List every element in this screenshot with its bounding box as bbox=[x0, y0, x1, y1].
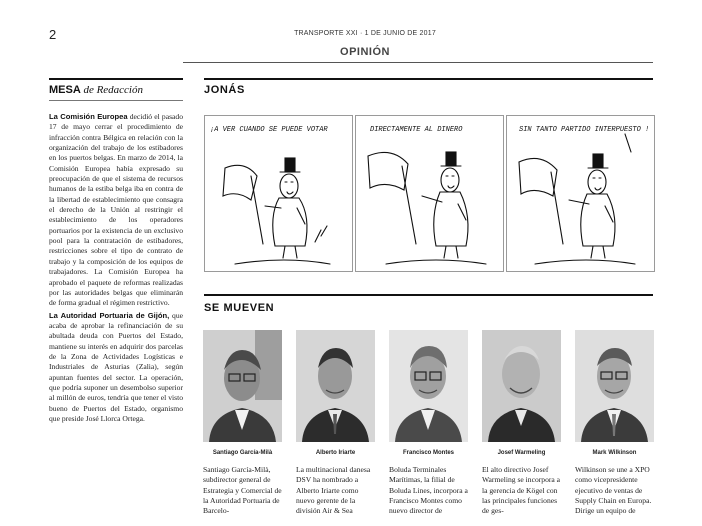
section-title: OPINIÓN bbox=[340, 46, 390, 58]
column-title-bold: MESA bbox=[49, 84, 81, 96]
portrait-photo bbox=[575, 330, 654, 442]
person-name: Santiago García-Milà bbox=[212, 450, 273, 456]
comic-caption-3: SIN TANTO PARTIDO INTERPUESTO ! bbox=[519, 126, 650, 134]
jonas-label: JONÁS bbox=[204, 84, 245, 96]
semueven-top-rule bbox=[204, 294, 653, 296]
portrait-image bbox=[296, 330, 375, 442]
column-title bbox=[49, 84, 143, 96]
comic-panel-1 bbox=[204, 115, 353, 272]
portrait-photo bbox=[203, 330, 282, 442]
portrait-image bbox=[482, 330, 561, 442]
comic-caption-2: DIRECTAMENTE AL DINERO bbox=[370, 126, 463, 134]
portrait-photo bbox=[296, 330, 375, 442]
comic-panel-3 bbox=[506, 115, 655, 272]
comic-figure-1 bbox=[205, 116, 352, 271]
person-name: Josef Warmeling bbox=[497, 450, 546, 456]
jonas-top-rule bbox=[204, 78, 653, 80]
paragraph-text: que acaba de aprobar la refinanciación de su abultada deuda con Puertos del Estado, mantiene su interés en adquirir dos parcelas de la Zona de Actividades Logísticas e Industriales de Asturias (Zalia), según apuntan fuentes del sector. La operación, que podría suponer un desembolso superior al millón de euros, tendría que tener el visto bueno de Puertos del Estado, organismo que preside José Llorca Ortega. bbox=[49, 310, 183, 423]
header-divider bbox=[183, 62, 653, 63]
column-top-rule bbox=[49, 78, 183, 80]
person-name: Mark Wilkinson bbox=[592, 450, 637, 456]
paragraph-lead: La Autoridad Portuaria de Gijón, bbox=[49, 310, 170, 320]
person-text: Wilkinson se une a XPO como vicepresidente ejecutivo de ventas de Supply Chain en Europa. Dirige un equipo de bbox=[575, 465, 652, 516]
person-text: Santiago García-Milà, subdirector general de Estrategia y Comercial de la Autoridad Portuaria de Barcelo- bbox=[203, 465, 282, 516]
column-title-rule bbox=[49, 100, 183, 101]
comic-figure-3 bbox=[507, 116, 654, 271]
portrait-image bbox=[389, 330, 468, 442]
portrait-photo bbox=[482, 330, 561, 442]
person-text: La multinacional danesa DSV ha nombrado a Alberto Iriarte como nuevo gerente de la división Air & Sea bbox=[296, 465, 371, 516]
person-text: El alto directivo Josef Warmeling se incorpora a la gerencia de Kögel con las principales funciones de ges- bbox=[482, 465, 561, 516]
paragraph-text: decidió el pasado 17 de mayo cerrar el procedimiento de infracción contra Bélgica en relación con la organización del trabajo de los estibadores en los puertos belgas. En marzo de 2014, la Comisión Europea había expresado su preocupación de que el sistema de recursos humanos de la estiba belga iba en contra de la libertad de establecimiento que consagra el derecho de la Unión al restringir el establecimiento de los operadores portuarios por la existencia de un exclusivo pool para la contratación de estibadores, restricciones sobre el tipo de contrato de trabajo y la composición de los equipos de trabajadores. La Comisión Europea ha aprobado el paquete de reformas realizadas por las autoridades belgas que eliminarán de forma gradual el régimen restrictivo. bbox=[49, 112, 183, 308]
column-body bbox=[49, 112, 183, 426]
masthead: TRANSPORTE XXI · 1 DE JUNIO DE 2017 bbox=[294, 30, 436, 37]
comic-figure-2 bbox=[356, 116, 503, 271]
semueven-label: SE MUEVEN bbox=[204, 302, 275, 314]
paragraph-lead: La Comisión Europea bbox=[49, 112, 128, 121]
portrait-image bbox=[203, 330, 282, 442]
person-name: Francisco Montes bbox=[402, 450, 454, 456]
portrait-image bbox=[575, 330, 654, 442]
comic-caption-1: ¡A VER CUANDO SE PUEDE VOTAR bbox=[210, 126, 328, 134]
comic-panel-2 bbox=[355, 115, 504, 272]
column-title-script: de Redacción bbox=[83, 84, 143, 96]
column-paragraph-2 bbox=[49, 311, 183, 425]
page-number: 2 bbox=[49, 27, 57, 42]
person-text: Boluda Terminales Marítimas, la filial de Boluda Lines, incorpora a Francisco Montes como nuevo director de bbox=[389, 465, 468, 516]
portrait-photo bbox=[389, 330, 468, 442]
column-paragraph-1 bbox=[49, 112, 183, 309]
person-name: Alberto Iriarte bbox=[315, 450, 356, 456]
